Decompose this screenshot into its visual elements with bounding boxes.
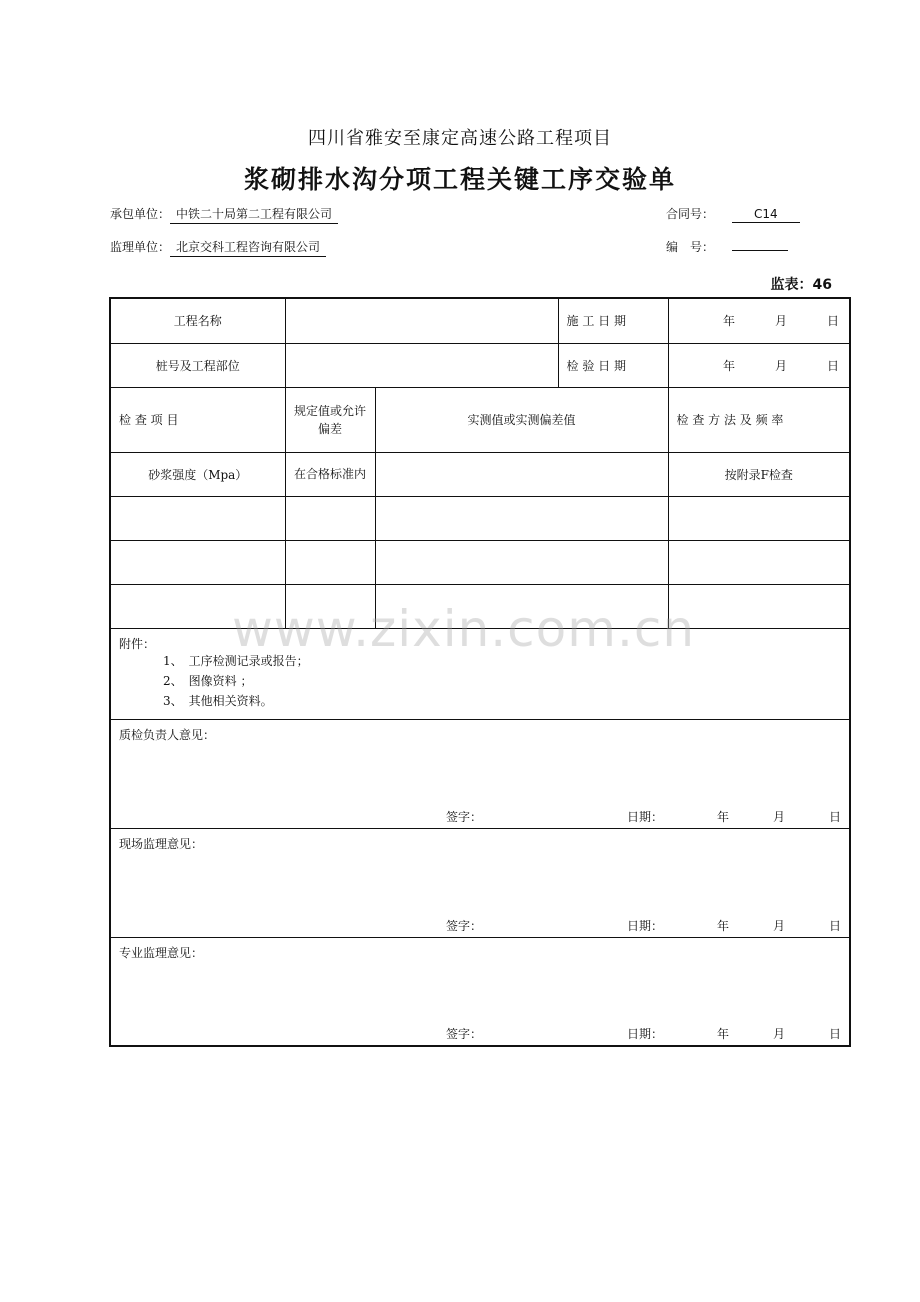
empty-cell[interactable] [110,496,285,540]
table-row [110,496,850,540]
inspection-date-field[interactable]: 年 月 日 [668,343,850,387]
attachments-list [163,651,309,711]
table-row [110,584,850,628]
date-day: 日 [829,1027,842,1041]
supervisor-line [110,238,326,257]
empty-cell[interactable] [668,584,850,628]
attachments-cell [110,628,850,719]
list-item: 1、 工序检测记录或报告； [163,653,309,668]
construction-date-field[interactable]: 年 月 日 [668,298,850,343]
signature-label: 签字： [446,918,483,933]
empty-cell[interactable] [285,540,375,584]
pile-row [110,343,850,387]
column-header-row [110,387,850,452]
project-name-field[interactable] [285,298,558,343]
attachments-label: 附件： [119,636,156,651]
row-spec: 在合格标准内 [285,452,375,496]
date-year: 年 [717,809,730,824]
empty-cell[interactable] [110,540,285,584]
construction-date-label-cell: 施 工 日 期 [558,298,668,343]
professional-opinion-cell[interactable] [110,937,850,1046]
col-item-header: 检 查 项 目 [110,387,285,452]
date-label: 日期： [627,809,664,824]
project-name-label: 工程名称 [110,298,285,343]
pile-label: 桩号及工程部位 [110,343,285,387]
inspection-date-label-cell: 检 验 日 期 [558,343,668,387]
date-month: 月 [773,1027,786,1041]
quality-opinion-cell[interactable] [110,719,850,828]
quality-opinion-label: 质检负责人意见： [119,727,216,742]
contract-no-value: C14 [732,207,800,223]
opinion-row-quality [110,719,850,828]
list-item: 3、 其他相关资料。 [163,693,273,708]
table-row [110,452,850,496]
inspection-table [109,297,851,1047]
contract-no-line [666,205,800,223]
contract-no-label: 合同号： [666,207,715,221]
sign-row [111,1025,849,1041]
empty-cell[interactable] [375,540,668,584]
empty-cell[interactable] [375,584,668,628]
date-day: 日 [829,809,842,824]
contractor-label: 承包单位： [110,207,171,221]
pile-field[interactable] [285,343,558,387]
date-day: 日 [829,918,842,933]
serial-value-blank [732,238,788,251]
date-label: 日期： [627,918,664,933]
empty-cell[interactable] [668,496,850,540]
contractor-line [110,205,338,224]
signature-label: 签字： [446,809,483,824]
list-item: 2、 图像资料 ； [163,673,253,688]
date-label: 日期： [627,1027,664,1041]
site-opinion-label: 现场监理意见： [119,836,204,851]
col-spec-header: 规定值或允许偏差 [285,387,375,452]
date-year: 年 [717,918,730,933]
empty-cell[interactable] [110,584,285,628]
professional-opinion-label: 专业监理意见： [119,945,204,960]
watermark: www.zixin.com.cn [232,600,696,658]
table-row [110,540,850,584]
col-measured-header: 实测值或实测偏差值 [375,387,668,452]
serial-label: 编 号： [666,240,715,254]
sign-row [111,917,849,933]
form-title: 浆砌排水沟分项工程关键工序交验单 [243,165,676,194]
attachments-row [110,628,850,719]
empty-cell[interactable] [668,540,850,584]
supervisor-value: 北京交科工程咨询有限公司 [170,238,326,257]
date-month: 月 [773,918,786,933]
project-title: 四川省雅安至康定高速公路工程项目 [308,128,612,149]
contractor-value: 中铁二十局第二工程有限公司 [170,205,338,224]
project-name-row [110,298,850,343]
supervisor-label: 监理单位： [110,240,171,254]
date-month: 月 [773,809,786,824]
row-item: 砂浆强度（Mpa） [110,452,285,496]
col-method-header: 检 查 方 法 及 频 率 [668,387,850,452]
signature-label: 签字： [446,1027,483,1041]
empty-cell[interactable] [285,584,375,628]
serial-line [666,238,788,255]
date-year: 年 [717,1027,730,1041]
site-opinion-cell[interactable] [110,828,850,937]
opinion-row-site [110,828,850,937]
row-method: 按附录F检查 [668,452,850,496]
empty-cell[interactable] [375,496,668,540]
empty-cell[interactable] [285,496,375,540]
sign-row [111,808,849,824]
form-number: 监表：46 [770,277,832,293]
row-measured-field[interactable] [375,452,668,496]
opinion-row-professional [110,937,850,1046]
